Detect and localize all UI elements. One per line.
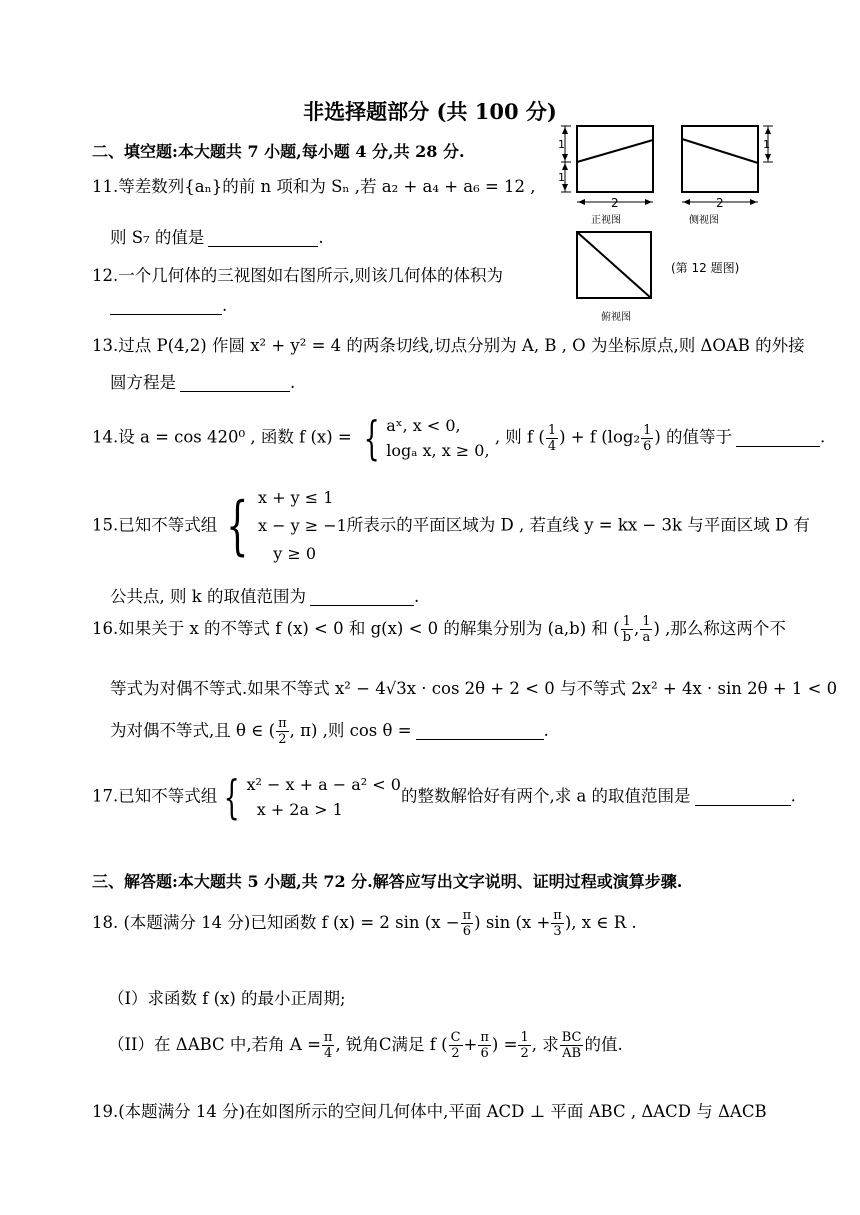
question-13-line1: 13.过点 P(4,2) 作圆 x² + y² = 4 的两条切线,切点分别为 A, B , O 为坐标原点,则 ΔOAB 的外接 (92, 336, 805, 355)
answer-blank-13[interactable] (180, 373, 290, 392)
question-18-part2: （II）在 ΔABC 中,若角 A = $\frac{\pi}{4}$ , 锐角C满足 f ( $\frac{C}{2}$ + $\frac{\pi}{6}$ ) = $\frac{1}{2}$ , 求 $\frac{BC}{AB}$ 的值. (108, 1030, 623, 1061)
question-18-stem: 18. (本题满分 14 分)已知函数 f (x) = 2 sin (x − $\frac{\pi}{6}$ ) sin (x + $\frac{\pi}{3}$ ), x ∈ R . (92, 908, 637, 939)
front-view-diagonal (577, 140, 653, 162)
question-15-line2: 公共点, 则 k 的取值范围为 . (110, 587, 420, 606)
top-view-label: 俯视图 (601, 312, 631, 323)
answer-blank-16[interactable] (416, 721, 544, 740)
dim-one-side: 1 (763, 138, 770, 151)
side-view-diagonal (682, 139, 758, 163)
question-17: 17.已知不等式组 { x² − x + a − a² < 0 x + 2a > 1的整数解恰好有两个,求 a 的取值范围是 . (92, 770, 796, 824)
question-15-line1: 15.已知不等式组 { x + y ≤ 1 x − y ≥ −1 y ≥ 0所表示的平面区域为 D , 若直线 y = kx − 3k 与平面区域 D 有 (92, 488, 810, 563)
answer-blank-14[interactable] (736, 428, 820, 447)
question-16-line2: 等式为对偶不等式.如果不等式 x² − 4√3x · cos 2θ + 2 < 0 与不等式 2x² + 4x · sin 2θ + 1 < 0 (110, 679, 838, 698)
section-3-header: 三、解答题:本大题共 5 小题,共 72 分.解答应写出文字说明、证明过程或演算步骤. (92, 872, 683, 891)
dim-one-front-top: 1 (558, 138, 565, 151)
side-view-label: 侧视图 (689, 215, 719, 226)
question-19-line1: 19.(本题满分 14 分)在如图所示的空间几何体中,平面 ACD ⊥ 平面 ABC , ΔACD 与 ΔACB (92, 1102, 767, 1121)
question-12-line2: . (110, 296, 227, 315)
side-view-width-label: 2 (716, 196, 724, 210)
question-11-line2: 则 S₇ 的值是 . (110, 228, 324, 247)
question-16-line1: 16.如果关于 x 的不等式 f (x) < 0 和 g(x) < 0 的解集分别为 (a,b) 和 ( $\frac{1}{b}$ , $\frac{1}{a}$ ) ,那么称这两个不 (92, 614, 786, 645)
page-title: 非选择题部分 (共 100 分) (303, 99, 557, 124)
front-view-width-label: 2 (611, 196, 619, 210)
section-2-header: 二、填空题:本大题共 7 小题,每小题 4 分,共 28 分. (92, 142, 465, 161)
question-18-part1: （I）求函数 f (x) 的最小正周期; (108, 989, 346, 1008)
question-16-line3: 为对偶不等式,且 θ ∈ ( $\frac{\pi}{2}$ , π) ,则 cos θ = . (110, 716, 549, 747)
question-12-line1: 12.一个几何体的三视图如右图所示,则该几何体的体积为 (92, 266, 503, 285)
question-13-line2: 圆方程是 . (110, 373, 296, 392)
dim-one-front-bottom: 1 (558, 171, 565, 184)
question-14: 14.设 a = cos 420⁰ , 函数 f (x) = { aˣ, x < 0, logₐ x, x ≥ 0, , 则 f ( $\frac{1}{4}$ ) + f (log₂ $\frac{1}{6}$ ) 的值等于 . (92, 411, 826, 465)
answer-blank-17[interactable] (695, 787, 791, 806)
top-view-diagonal (577, 232, 651, 298)
answer-blank-11[interactable] (208, 228, 318, 247)
three-view-figure (555, 118, 785, 324)
figure-caption: (第 12 题图) (671, 261, 740, 275)
front-view-label: 正视图 (591, 215, 621, 226)
answer-blank-12[interactable] (110, 296, 222, 315)
question-11-line1: 11.等差数列{aₙ}的前 n 项和为 Sₙ ,若 a₂ + a₄ + a₆ = 12 , (92, 177, 536, 196)
answer-blank-15[interactable] (310, 587, 414, 606)
